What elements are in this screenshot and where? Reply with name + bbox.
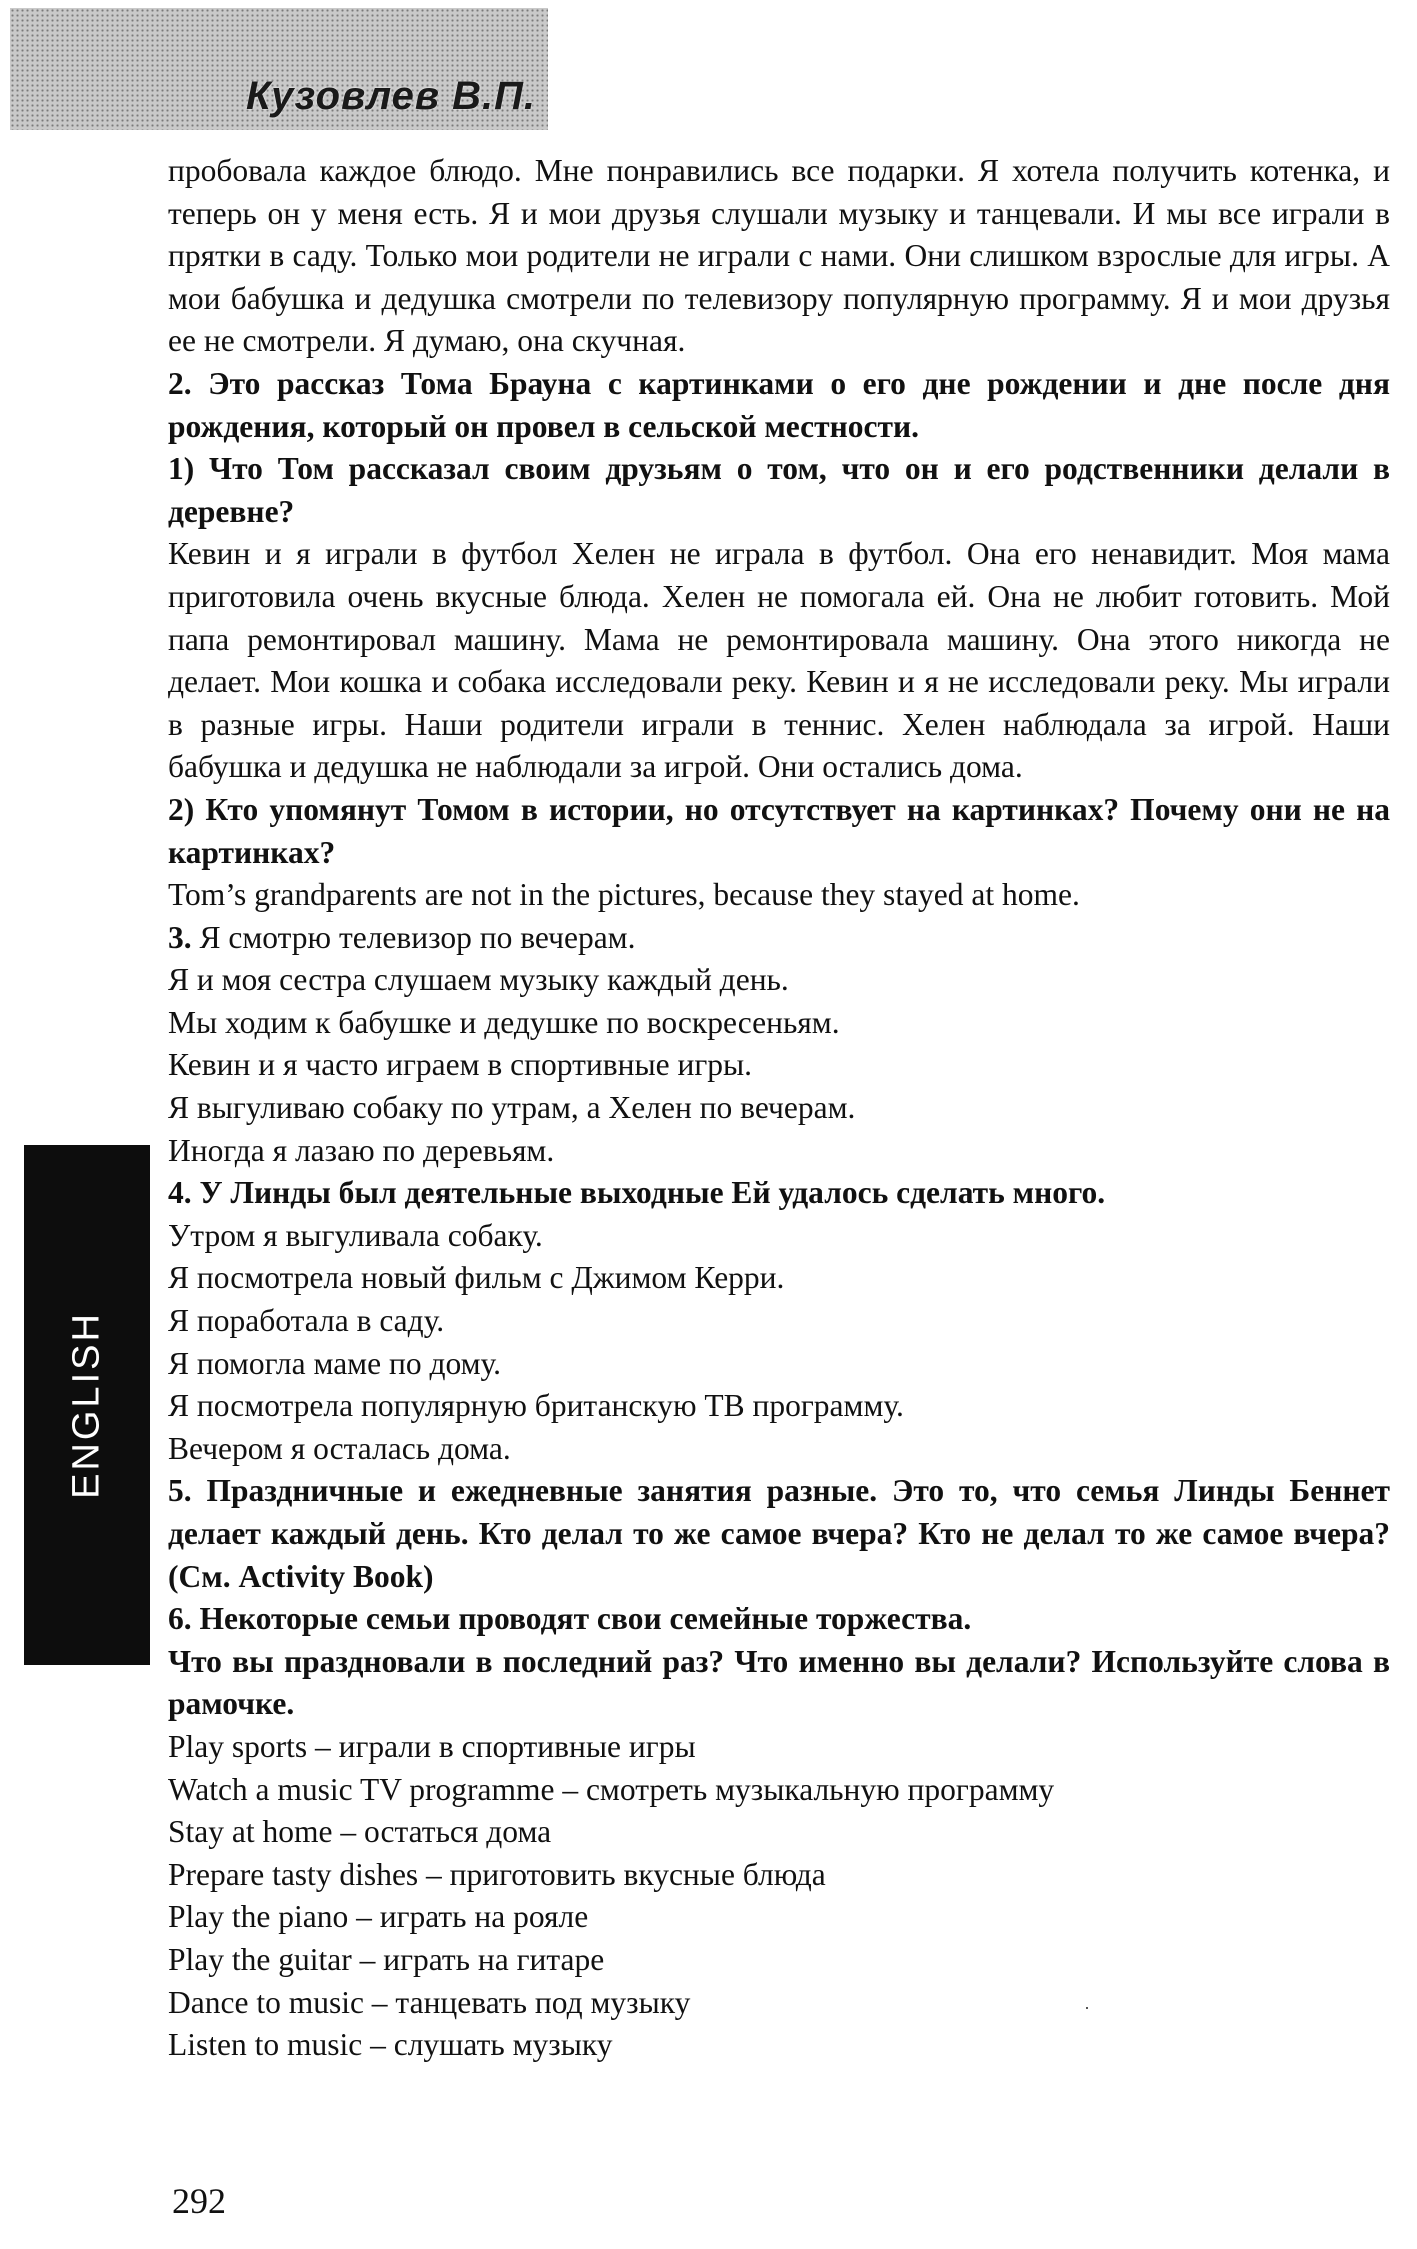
- task3-line: Иногда я лазаю по деревьям.: [168, 1132, 555, 1168]
- task3-line: Кевин и я часто играем в спортивные игры.: [168, 1047, 753, 1083]
- task6-line: Watch a music TV programme – смотреть музыкальную программу: [168, 1771, 1055, 1807]
- page-content: [168, 150, 1390, 2067]
- side-tab: [24, 1145, 150, 1665]
- task2-question1: 1) Что Том рассказал своим друзьям о том, что он и его родственники делали в деревне?: [168, 451, 1390, 529]
- task2-answer2: Tom’s grandparents are not in the pictures, because they stayed at home.: [168, 877, 1080, 913]
- task3-line-text: Я смотрю телевизор по вечерам.: [199, 919, 636, 955]
- task4-line: Я помогла маме по дому.: [168, 1345, 502, 1381]
- task4-line: Вечером я осталась дома.: [168, 1430, 511, 1466]
- task6-line: Play the guitar – играть на гитаре: [168, 1941, 605, 1977]
- task6-line: Stay at home – остаться дома: [168, 1814, 552, 1850]
- task2-question2: 2) Кто упомянут Томом в истории, но отсутствует на картинках? Почему они не на картинках?: [168, 791, 1390, 870]
- task6-title: 6. Некоторые семьи проводят свои семейные торжества.: [168, 1601, 972, 1637]
- task4-title: 4. У Линды был деятельные выходные Ей удалось сделать много.: [168, 1175, 1106, 1211]
- task2-title: 2. Это рассказ Тома Брауна с картинками о его дне рождении и дне после дня рождения, который он провел в сельской местности.: [168, 365, 1390, 444]
- task4-line: Я посмотрела новый фильм с Джимом Керри.: [168, 1260, 785, 1296]
- task2-answer1: Кевин и я играли в футбол Хелен не играла в футбол. Она его ненавидит. Моя мама приготовила очень вкусные блюда. Хелен не помогала ей. Она не любит готовить. Мой папа ремонтировал машину. Мама не ремонтировала машину. Она этого никогда не делает. Мои кошка и собака исследовали реку. Кевин и я не исследовали реку. Мы играли в разные игры. Наши родители играли в теннис. Хелен наблюдала за игрой. Наши бабушка и дедушка не наблюдали за игрой. Они остались дома.: [168, 536, 1390, 785]
- task6-line: Play sports – играли в спортивные игры: [168, 1728, 696, 1764]
- task4-line: Утром я выгуливала собаку.: [168, 1217, 543, 1253]
- task3-line: Я выгуливаю собаку по утрам, а Хелен по вечерам.: [168, 1090, 856, 1126]
- task4-line: Я поработала в саду.: [168, 1303, 445, 1339]
- task4-line: Я посмотрела популярную британскую ТВ программу.: [168, 1388, 904, 1424]
- task6-line: Listen to music – слушать музыку: [168, 2027, 613, 2063]
- task5-title: 5. Праздничные и ежедневные занятия разные. Это то, что семья Линды Беннет делает каждый день. Кто делал то же самое вчера? Кто не делал то же самое вчера? (См. Activity Book): [168, 1473, 1390, 1594]
- task6-line: Dance to music – танцевать под музыку: [168, 1984, 691, 2020]
- page-number: 292: [172, 2181, 226, 2221]
- task6-line: Play the piano – играть на рояле: [168, 1899, 589, 1935]
- task3-number: 3.: [168, 919, 192, 955]
- scan-speck: [1086, 2007, 1088, 2009]
- task6-line: Prepare tasty dishes – приготовить вкусные блюда: [168, 1856, 826, 1892]
- task3-line: [168, 917, 1390, 960]
- side-tab-label: ENGLISH: [65, 1311, 108, 1499]
- intro-paragraph: пробовала каждое блюдо. Мне понравились все подарки. Я хотела получить котенка, и теперь он у меня есть. Я и мои друзья слушали музыку и танцевали. И мы все играли в прятки в саду. Только мои родители не играли с нами. Они слишком взрослые для игры. А мои бабушка и дедушка смотрели по телевизору популярную программу. Я и мои друзья ее не смотрели. Я думаю, она скучная.: [168, 153, 1390, 359]
- task3-line: Я и моя сестра слушаем музыку каждый день.: [168, 962, 789, 998]
- task3-line: Мы ходим к бабушке и дедушке по воскресеньям.: [168, 1004, 840, 1040]
- header-author: Кузовлев В.П.: [246, 74, 537, 118]
- task6-question: Что вы праздновали в последний раз? Что именно вы делали? Используйте слова в рамочке.: [168, 1643, 1390, 1722]
- header-band: [10, 8, 548, 130]
